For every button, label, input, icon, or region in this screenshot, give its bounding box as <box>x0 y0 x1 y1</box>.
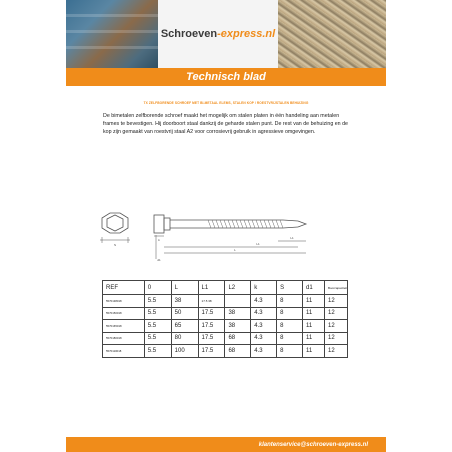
logo-domain: -express.nl <box>217 28 276 40</box>
col-s: S <box>277 281 303 295</box>
row-l: 65 <box>171 320 198 333</box>
product-subtitle: TX ZELFBORENDE SCHROEF MET BI-METAAL ELEMS, STALEN KOP / ROESTVRIJSTALEN BEHUIZING <box>143 101 309 105</box>
row-s: 8 <box>277 345 303 358</box>
col-k: k <box>251 281 277 295</box>
row-diameter: 5.5 <box>144 332 171 345</box>
row-k: 4.3 <box>251 332 277 345</box>
spec-header-row <box>103 281 348 295</box>
row-diameter: 5.5 <box>144 345 171 358</box>
footer-bar <box>66 437 386 452</box>
row-l1: 17.5 <box>198 320 225 333</box>
page-title: Technisch blad <box>186 71 266 83</box>
header-banner <box>66 0 386 68</box>
title-bar <box>66 68 386 86</box>
row-l: 100 <box>171 345 198 358</box>
row-l2: 38 <box>225 320 251 333</box>
row-ref: 5570165018 <box>103 320 145 333</box>
row-d1: 11 <box>303 320 325 333</box>
workshop-photo <box>66 0 158 68</box>
table-row <box>103 345 348 358</box>
col-l1: L1 <box>198 281 225 295</box>
row-diameter: 5.5 <box>144 307 171 320</box>
row-l: 38 <box>171 295 198 308</box>
table-row <box>103 320 348 333</box>
screw-technical-drawing <box>98 205 353 267</box>
row-k: 4.3 <box>251 307 277 320</box>
label-l1: L1 <box>290 236 294 240</box>
row-capacity: 12 <box>324 332 347 345</box>
row-diameter: 5.5 <box>144 295 171 308</box>
row-capacity: 12 <box>324 307 347 320</box>
table-row <box>103 295 348 308</box>
col-drill-capacity: Boorcapaciteit <box>324 281 347 295</box>
row-ref: 5570150018 <box>103 307 145 320</box>
row-s: 8 <box>277 332 303 345</box>
label-d1: d1 <box>157 258 161 262</box>
col-diameter: 0 <box>144 281 171 295</box>
row-s: 8 <box>277 295 303 308</box>
support-email-link[interactable]: klantenservice@schroeven-express.nl <box>258 441 368 448</box>
col-d1: d1 <box>303 281 325 295</box>
row-l: 80 <box>171 332 198 345</box>
brand-logo[interactable] <box>158 0 278 68</box>
screw-side-view <box>154 215 306 259</box>
row-s: 8 <box>277 307 303 320</box>
row-l1: 17.5 <box>198 332 225 345</box>
row-l2: 68 <box>225 332 251 345</box>
row-l1: 17.5 38 <box>198 295 225 308</box>
row-s: 8 <box>277 320 303 333</box>
screws-photo <box>278 0 386 68</box>
row-ref: 5570110018 <box>103 345 145 358</box>
row-ref: 5570138018 <box>103 295 145 308</box>
table-row <box>103 332 348 345</box>
row-capacity: 12 <box>324 320 347 333</box>
row-k: 4.3 <box>251 345 277 358</box>
label-k: k <box>158 238 160 242</box>
row-l2: 38 <box>225 307 251 320</box>
row-l2 <box>225 295 251 308</box>
logo-name: Schroeven <box>160 28 218 40</box>
row-l: 50 <box>171 307 198 320</box>
row-d1: 11 <box>303 295 325 308</box>
row-ref: 5570180018 <box>103 332 145 345</box>
head-front-view <box>100 213 130 243</box>
label-l2: L1 <box>256 242 260 246</box>
col-l: L <box>171 281 198 295</box>
row-k: 4.3 <box>251 295 277 308</box>
label-l: L <box>234 248 236 252</box>
col-ref: REF <box>103 281 145 295</box>
col-l2: L2 <box>225 281 251 295</box>
row-l1: 17.5 <box>198 345 225 358</box>
product-description: De bimetalen zelfborende schroef maakt het mogelijk om stalen platen in één handeling aan metalen frames te bevestigen. Hij doorboort staal dankzij de geharde stalen punt. De rest van de behuizing en de kop zijn gemaakt van roestvrij staal A2 voor corrosievrij gebruik in agressieve omgevingen. <box>103 113 348 135</box>
row-k: 4.3 <box>251 320 277 333</box>
label-s: S <box>113 243 117 247</box>
row-d1: 11 <box>303 307 325 320</box>
table-row <box>103 307 348 320</box>
row-capacity: 12 <box>324 295 347 308</box>
row-capacity: 12 <box>324 345 347 358</box>
row-l2: 68 <box>225 345 251 358</box>
row-d1: 11 <box>303 345 325 358</box>
row-diameter: 5.5 <box>144 320 171 333</box>
thread-lines <box>208 220 283 228</box>
row-d1: 11 <box>303 332 325 345</box>
row-l1: 17.5 <box>198 307 225 320</box>
spec-table <box>102 280 348 358</box>
